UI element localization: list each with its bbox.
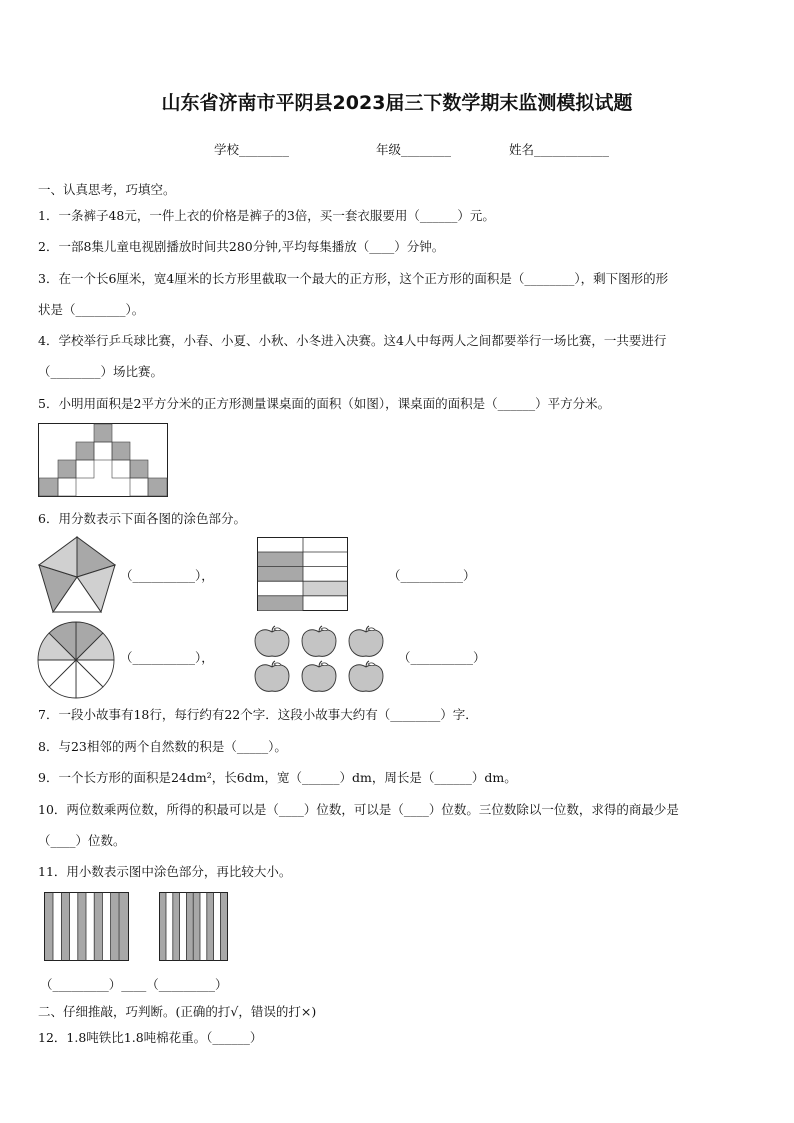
apple-icon (302, 626, 336, 656)
shaded-square (112, 442, 130, 460)
strips-figure-1 (44, 892, 130, 962)
q6-blank-2[interactable]: （__________） (388, 568, 476, 583)
page-title: 山东省济南市平阴县2023届三下数学期末监测模拟试题 (161, 92, 633, 114)
question-4-line2: （________）场比赛。 (38, 364, 164, 379)
question-5: 5．小明用面积是2平方分米的正方形测量课桌面的面积（如图），课桌面的面积是（______）平方分米。 (38, 396, 611, 411)
circle-figure (36, 620, 116, 700)
question-6: 6．用分数表示下面各图的涂色部分。 (38, 511, 246, 526)
apple-icon (349, 626, 383, 656)
shaded-square (39, 478, 58, 496)
apple-icon (302, 661, 336, 691)
q6-blank-4[interactable]: （__________） (398, 650, 486, 665)
question-10-line1: 10．两位数乘两位数，所得的积最可以是（____）位数，可以是（____）位数。三位数除以一位数，求得的商最少是 (38, 802, 679, 817)
question-4-line1: 4．学校举行乒乓球比赛，小春、小夏、小秋、小冬进入决赛。这4人中每两人之间都要举行一场比赛，一共要进行 (38, 333, 667, 348)
question-8: 8．与23相邻的两个自然数的积是（_____）。 (38, 739, 287, 754)
q6-blank-3[interactable]: （__________）， (120, 650, 214, 665)
grid-figure (257, 537, 349, 612)
question-10-line2: （____）位数。 (38, 833, 126, 848)
question-9: 9．一个长方形的面积是24dm²，长6dm，宽（______）dm，周长是（______）dm。 (38, 770, 517, 785)
question-3-line2: 状是（________）。 (38, 302, 145, 317)
shaded-square (94, 424, 112, 442)
grade-field[interactable]: 年级________ (376, 142, 452, 157)
apples-figure (252, 624, 388, 694)
school-field[interactable]: 学校________ (214, 142, 290, 157)
shaded-square (58, 460, 76, 478)
strips-figure-2 (159, 892, 229, 962)
question-7: 7．一段小故事有18行，每行约有22个字．这段小故事大约有（________）字． (38, 707, 478, 722)
desk-squares-figure (38, 423, 169, 498)
question-1: 1．一条裤子48元，一件上衣的价格是裤子的3倍，买一套衣服要用（______）元。 (38, 208, 495, 223)
question-3-line1: 3．在一个长6厘米，宽4厘米的长方形里截取一个最大的正方形，这个正方形的面积是（________），剩下图形的形 (38, 271, 669, 286)
shaded-square (76, 442, 94, 460)
section-2-heading: 二、仔细推敲，巧判断。(正确的打√，错误的打×) (38, 1004, 317, 1019)
q6-blank-1[interactable]: （__________）， (120, 568, 214, 583)
shaded-square (148, 478, 167, 496)
shaded-square (130, 460, 148, 478)
question-12: 12．1.8吨铁比1.8吨棉花重。（______） (38, 1030, 263, 1045)
apple-icon (255, 661, 289, 691)
apple-icon (255, 626, 289, 656)
pentagon-figure (36, 535, 118, 615)
apple-icon (349, 661, 383, 691)
question-2: 2．一部8集儿童电视剧播放时间共280分钟,平均每集播放（____）分钟。 (38, 239, 445, 254)
q11-blanks[interactable]: （_________）____（_________） (40, 977, 228, 992)
name-field[interactable]: 姓名____________ (509, 142, 610, 157)
question-11: 11．用小数表示图中涂色部分，再比较大小。 (38, 864, 292, 879)
section-1-heading: 一、认真思考，巧填空。 (38, 182, 176, 197)
